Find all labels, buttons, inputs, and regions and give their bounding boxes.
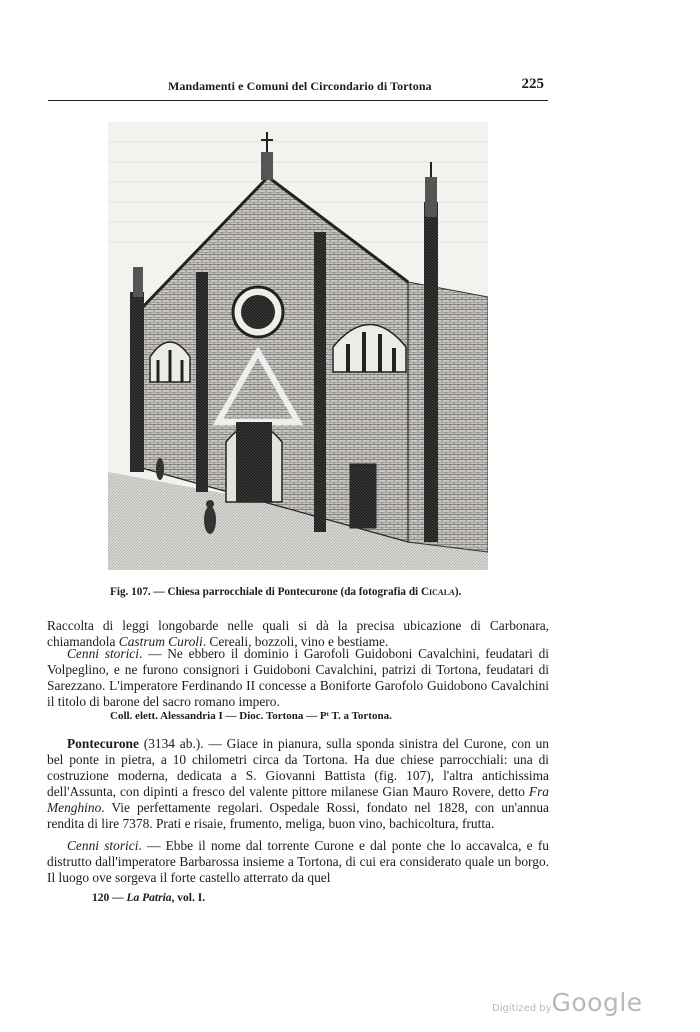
paragraph-4	[47, 838, 549, 886]
place-name: Pontecurone	[67, 736, 139, 751]
publication-title: La Patria	[126, 892, 172, 904]
administrative-note: Coll. elett. Alessandria I — Dioc. Tortona — Pᵗ T. a Tortona.	[110, 710, 392, 722]
paragraph-3	[47, 736, 549, 832]
paragraph-text: . Cereali, bozzoli, vino e bestiame.	[202, 634, 389, 649]
italic-term: Fra Menghino	[47, 784, 549, 815]
google-logo: Google	[551, 988, 643, 1017]
signature-mark: 120 —	[92, 892, 127, 904]
caption-closing: ).	[454, 586, 462, 598]
page-footer	[92, 892, 205, 904]
page-header	[48, 74, 548, 101]
paragraph-text: Raccolta di leggi longobarde nelle quali si dà la precisa ubicazione di Carbonara, chiamandola	[47, 618, 549, 649]
paragraph-2	[47, 646, 549, 710]
church-engraving	[108, 122, 488, 570]
section-lead: Cenni storici	[67, 646, 139, 661]
caption-credit: Cicala	[420, 586, 455, 598]
running-head: Mandamenti e Comuni del Circondario di Tortona	[168, 79, 432, 93]
watermark-prefix: Digitized by	[492, 1003, 552, 1014]
paragraph-text: . — Ne ebbero il dominio i Garofoli Guidoboni Cavalchini, feudatari di Volpeglino, e ne furono consignori i Guidoboni Cavalchini, patrizi di Tortona, feudatari di Sarezzano. L'imperatore Ferdinando II concesse a Boniforte Garofolo Guidobono Cavalchini il titolo di barone del sacro romano impero.	[47, 646, 550, 709]
caption-text: Fig. 107. — Chiesa parrocchiale di Pontecurone (da fotografia di	[110, 586, 421, 598]
paragraph-text: . Vie perfettamente regolari. Ospedale Rossi, fondato nel 1828, con un'annua rendita di lire 7378. Prati e risaie, frumento, meliga, buon vino, bachicoltura, frutta.	[47, 800, 549, 831]
paragraph-text: (3134 ab.). — Giace in pianura, sulla sponda sinistra del Curone, con un bel ponte in pietra, a 10 chilometri circa da Tortona. Ha due chiese parrocchiali: una di costruzione moderna, dedicata a S. Giovanni Battista (fig. 107), l'altra antichissima dell'Assunta, con dipinti a fresco del valente pittore milanese Gian Mauro Rovere, detto	[47, 736, 549, 799]
paragraph-text: . — Ebbe il nome dal torrente Curone e dal ponte che lo accavalca, e fu distrutto dall'imperatore Barbarossa insieme a Tortona, di cui era considerato quale un borgo. Il luogo ove sorgeva il forte castello atterrato da quel	[47, 838, 549, 885]
volume-label: , vol. I.	[171, 892, 206, 904]
digitization-watermark	[492, 988, 643, 1017]
section-lead: Cenni storici	[67, 838, 139, 853]
italic-term: Castrum Curoli	[118, 634, 203, 649]
church-illustration	[108, 122, 488, 570]
page-number: 225	[521, 76, 544, 92]
figure-caption	[110, 586, 530, 598]
